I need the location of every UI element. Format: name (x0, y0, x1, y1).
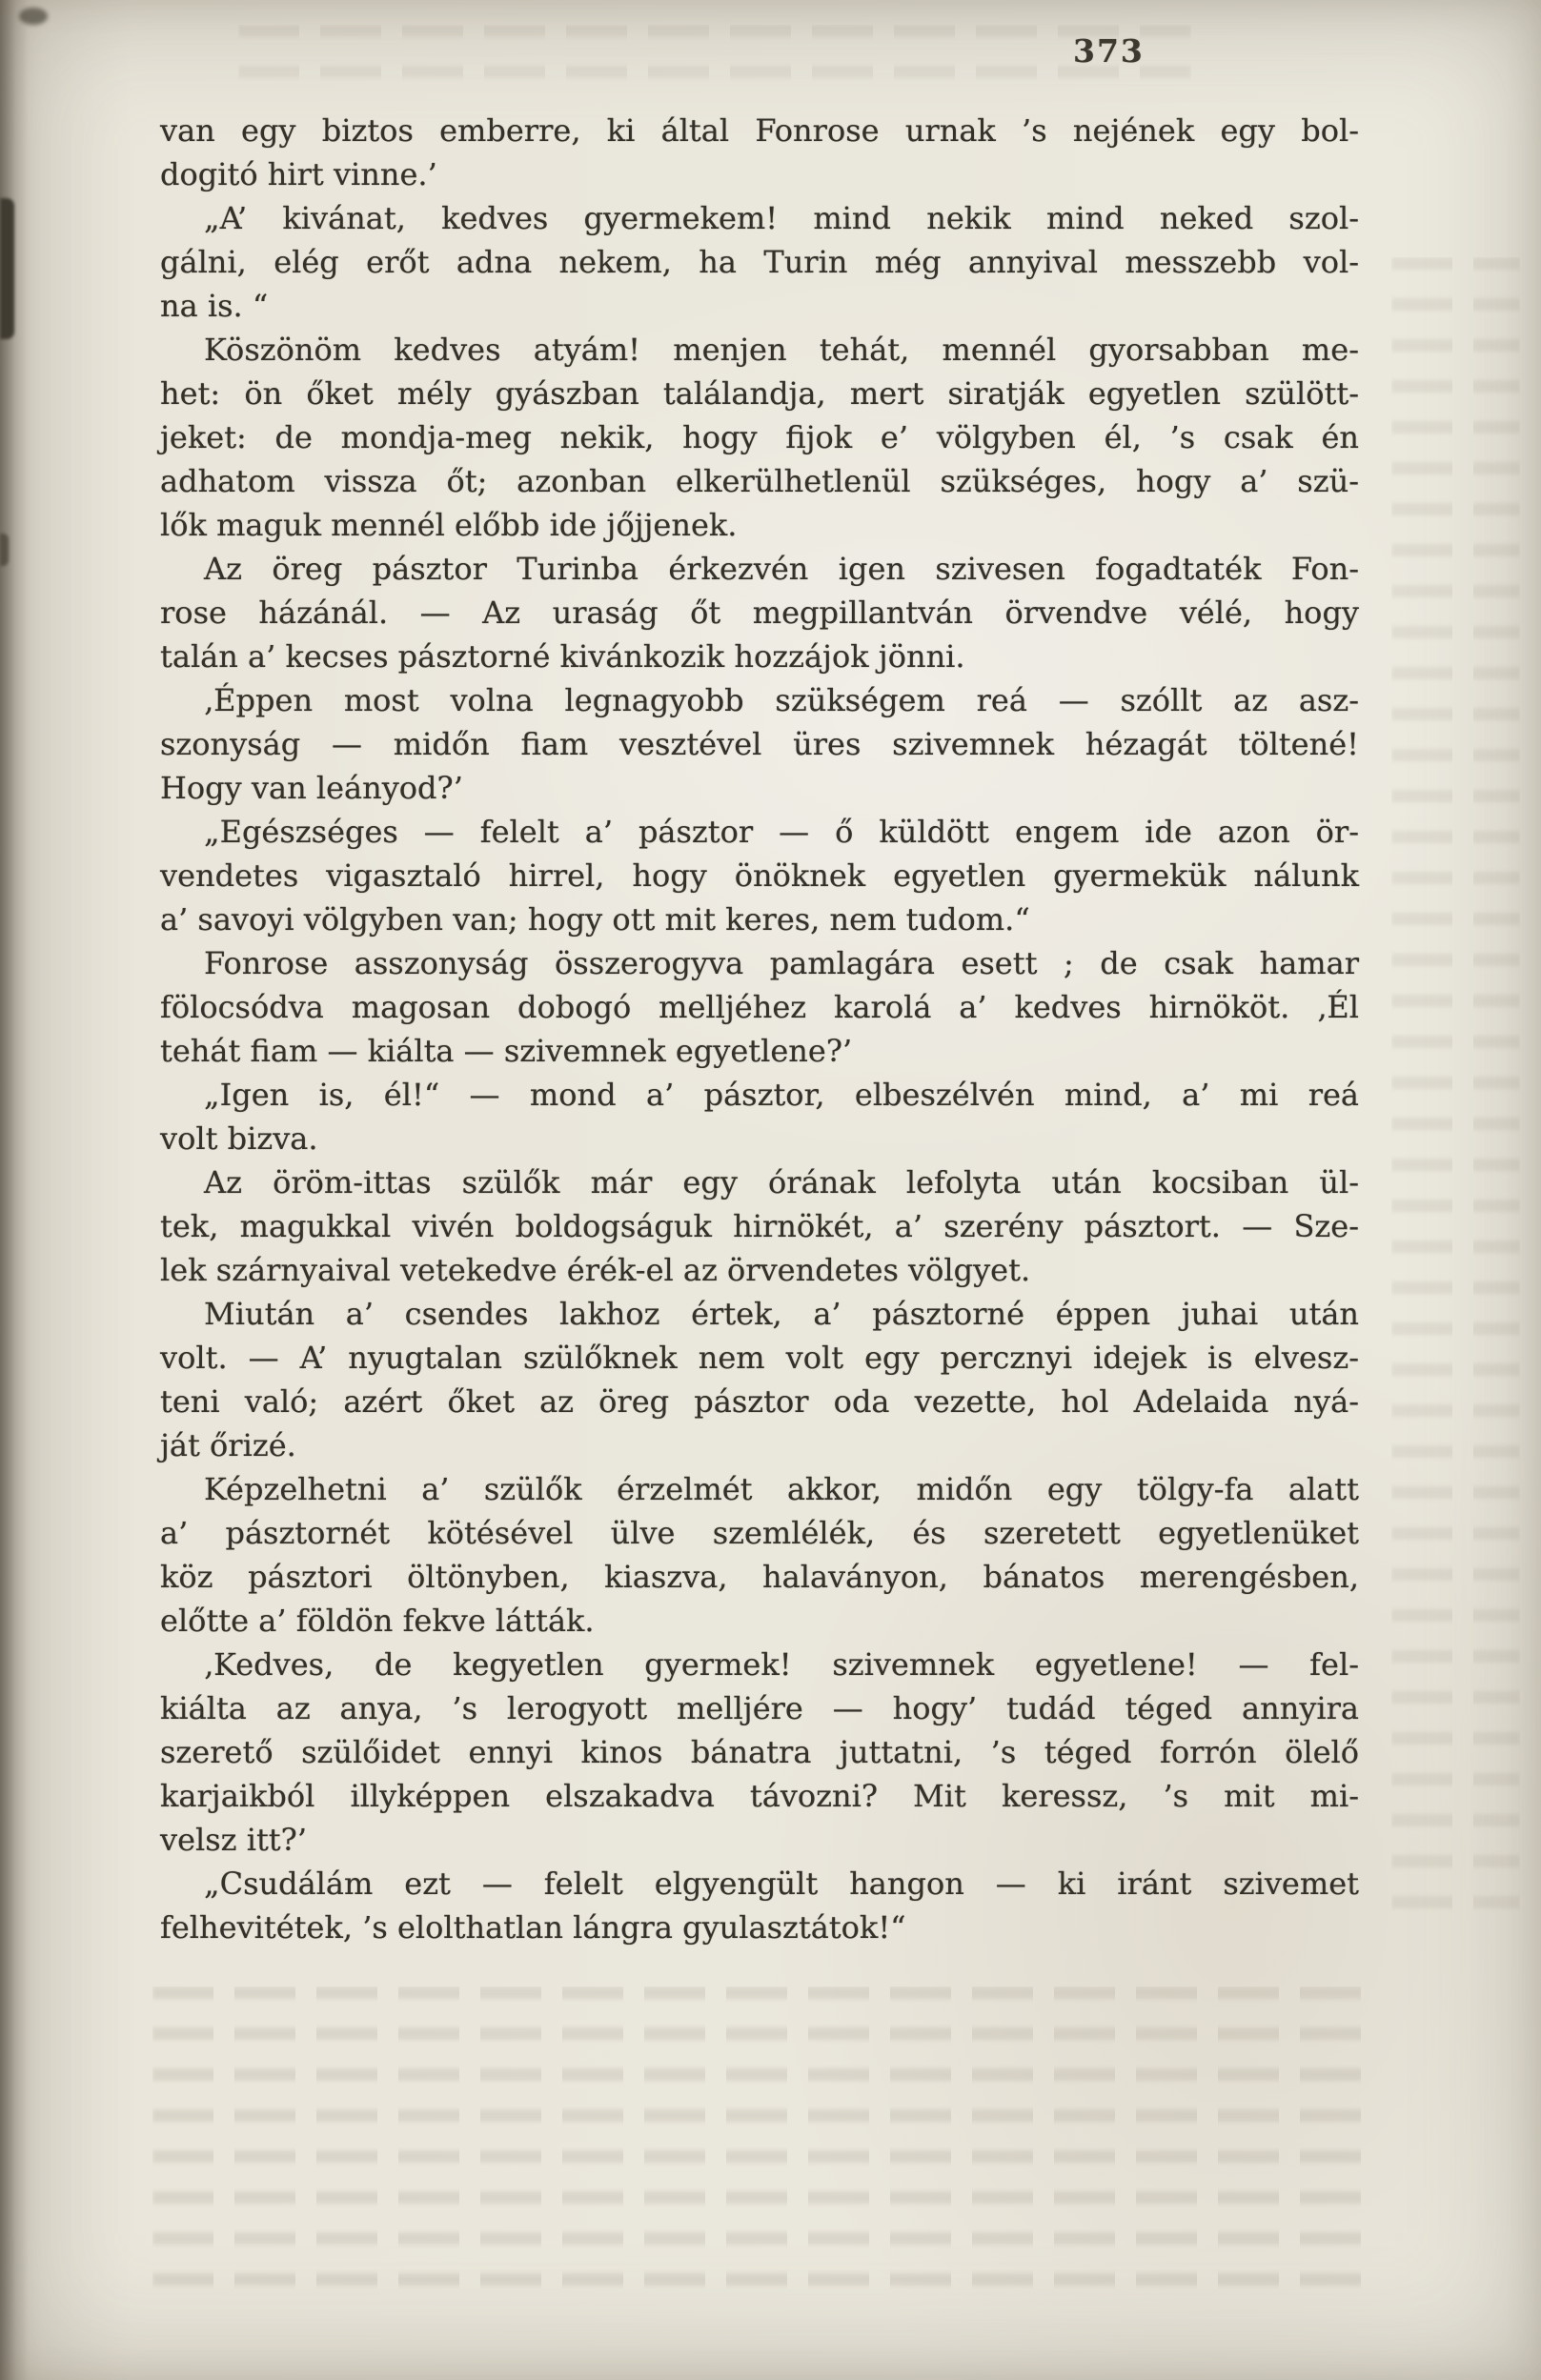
text-line: het: ön őket mély gyászban találandja, mert siratják egyetlen szülött- (160, 375, 1359, 412)
text-line: szonyság — midőn fiam vesztével üres szivemnek hézagát töltené! (160, 726, 1359, 762)
text-line: van egy biztos emberre, ki által Fonrose urnak ’s nejének egy bol- (160, 112, 1359, 149)
bleedthrough-artifact (152, 1987, 1363, 2301)
text-line: tehát fiam — kiálta — szivemnek egyetlene?’ (160, 1033, 853, 1069)
text-line: Az öröm-ittas szülők már egy órának lefolyta után kocsiban ül- (204, 1164, 1359, 1200)
bleedthrough-artifact (238, 25, 1191, 91)
body-text (160, 109, 1359, 1949)
text-line: lők maguk mennél előbb ide jőjjenek. (160, 507, 738, 543)
text-line: rose házánál. — Az uraság őt megpillantván örvendve vélé, hogy (160, 595, 1359, 631)
text-line: „Egészséges — felelt a’ pásztor — ő küldött engem ide azon ör- (204, 814, 1359, 850)
text-line: adhatom vissza őt; azonban elkerülhetlenül szükséges, hogy a’ szü- (160, 463, 1359, 499)
text-line: jeket: de mondja-meg nekik, hogy fijok e’ völgyben él, ’s csak én (160, 419, 1359, 455)
text-line: volt. — A’ nyugtalan szülőknek nem volt egy percznyi idejek is elvesz- (160, 1340, 1359, 1376)
text-line: Fonrose asszonyság összerogyva pamlagára esett ; de csak hamar (204, 945, 1359, 981)
text-line: felhevitétek, ’s elolthatlan lángra gyulasztátok!“ (160, 1909, 906, 1946)
text-line: Köszönöm kedves atyám! menjen tehát, mennél gyorsabban me- (204, 332, 1359, 368)
text-line: gálni, elég erőt adna nekem, ha Turin még annyival messzebb vol- (160, 244, 1359, 280)
text-line: szerető szülőidet ennyi kinos bánatra juttatni, ’s téged forrón ölelő (160, 1734, 1359, 1770)
text-line: a’ savoyi völgyben van; hogy ott mit keres, nem tudom.“ (160, 901, 1030, 938)
bleedthrough-artifact (1391, 257, 1520, 1934)
text-line: teni való; azért őket az öreg pásztor oda vezette, hol Adelaida nyá- (160, 1383, 1359, 1420)
text-line: „Csudálám ezt — felelt elgyengült hangon — ki iránt szivemet (204, 1866, 1359, 1902)
text-line: kiálta az anya, ’s lerogyott melljére — hogy’ tudád téged annyira (160, 1690, 1359, 1726)
text-line: „Igen is, él!“ — mond a’ pásztor, elbeszélvén mind, a’ mi reá (204, 1077, 1359, 1113)
text-line: ját őrizé. (160, 1427, 296, 1463)
text-line: vendetes vigasztaló hirrel, hogy önöknek egyetlen gyermekük nálunk (160, 857, 1359, 894)
text-line: tek, magukkal vivén boldogságuk hirnökét, a’ szerény pásztort. — Sze- (160, 1208, 1359, 1244)
text-line: talán a’ kecses pásztorné kivánkozik hozzájok jönni. (160, 638, 965, 675)
page-edge-shadow (0, 0, 29, 2380)
text-line: ‚Kedves, de kegyetlen gyermek! szivemnek egyetlene! — fel- (204, 1646, 1359, 1683)
text-line: Az öreg pásztor Turinba érkezvén igen szivesen fogadtaték Fon- (204, 551, 1359, 587)
text-line: dogitó hirt vinne.’ (160, 156, 437, 192)
text-line: ‚Éppen most volna legnagyobb szükségem reá — szóllt az asz- (204, 682, 1359, 718)
text-line: előtte a’ földön fekve látták. (160, 1603, 595, 1639)
text-line: lek szárnyaival vetekedve érék-el az örvendetes völgyet. (160, 1252, 1031, 1288)
text-line: Hogy van leányod?’ (160, 770, 463, 806)
text-line: karjaikból illyképpen elszakadva távozni? Mit keressz, ’s mit mi- (160, 1778, 1359, 1814)
text-line: köz pásztori öltönyben, kiaszva, halaványon, bánatos merengésben, (160, 1559, 1359, 1595)
text-line: fölocsódva magosan dobogó melljéhez karolá a’ kedves hirnököt. ‚Él (160, 989, 1359, 1025)
text-line: Képzelhetni a’ szülők érzelmét akkor, midőn egy tölgy-fa alatt (204, 1471, 1359, 1507)
page-number: 373 (1073, 32, 1145, 70)
text-line: volt bizva. (160, 1120, 318, 1157)
text-line: Miután a’ csendes lakhoz értek, a’ pásztorné éppen juhai után (204, 1296, 1359, 1332)
text-line: na is. “ (160, 288, 269, 324)
text-line: velsz itt?’ (160, 1822, 307, 1858)
text-line: a’ pásztornét kötésével ülve szemlélék, és szeretett egyetlenüket (160, 1515, 1359, 1551)
text-line: „A’ kivánat, kedves gyermekem! mind nekik mind neked szol- (204, 200, 1359, 236)
